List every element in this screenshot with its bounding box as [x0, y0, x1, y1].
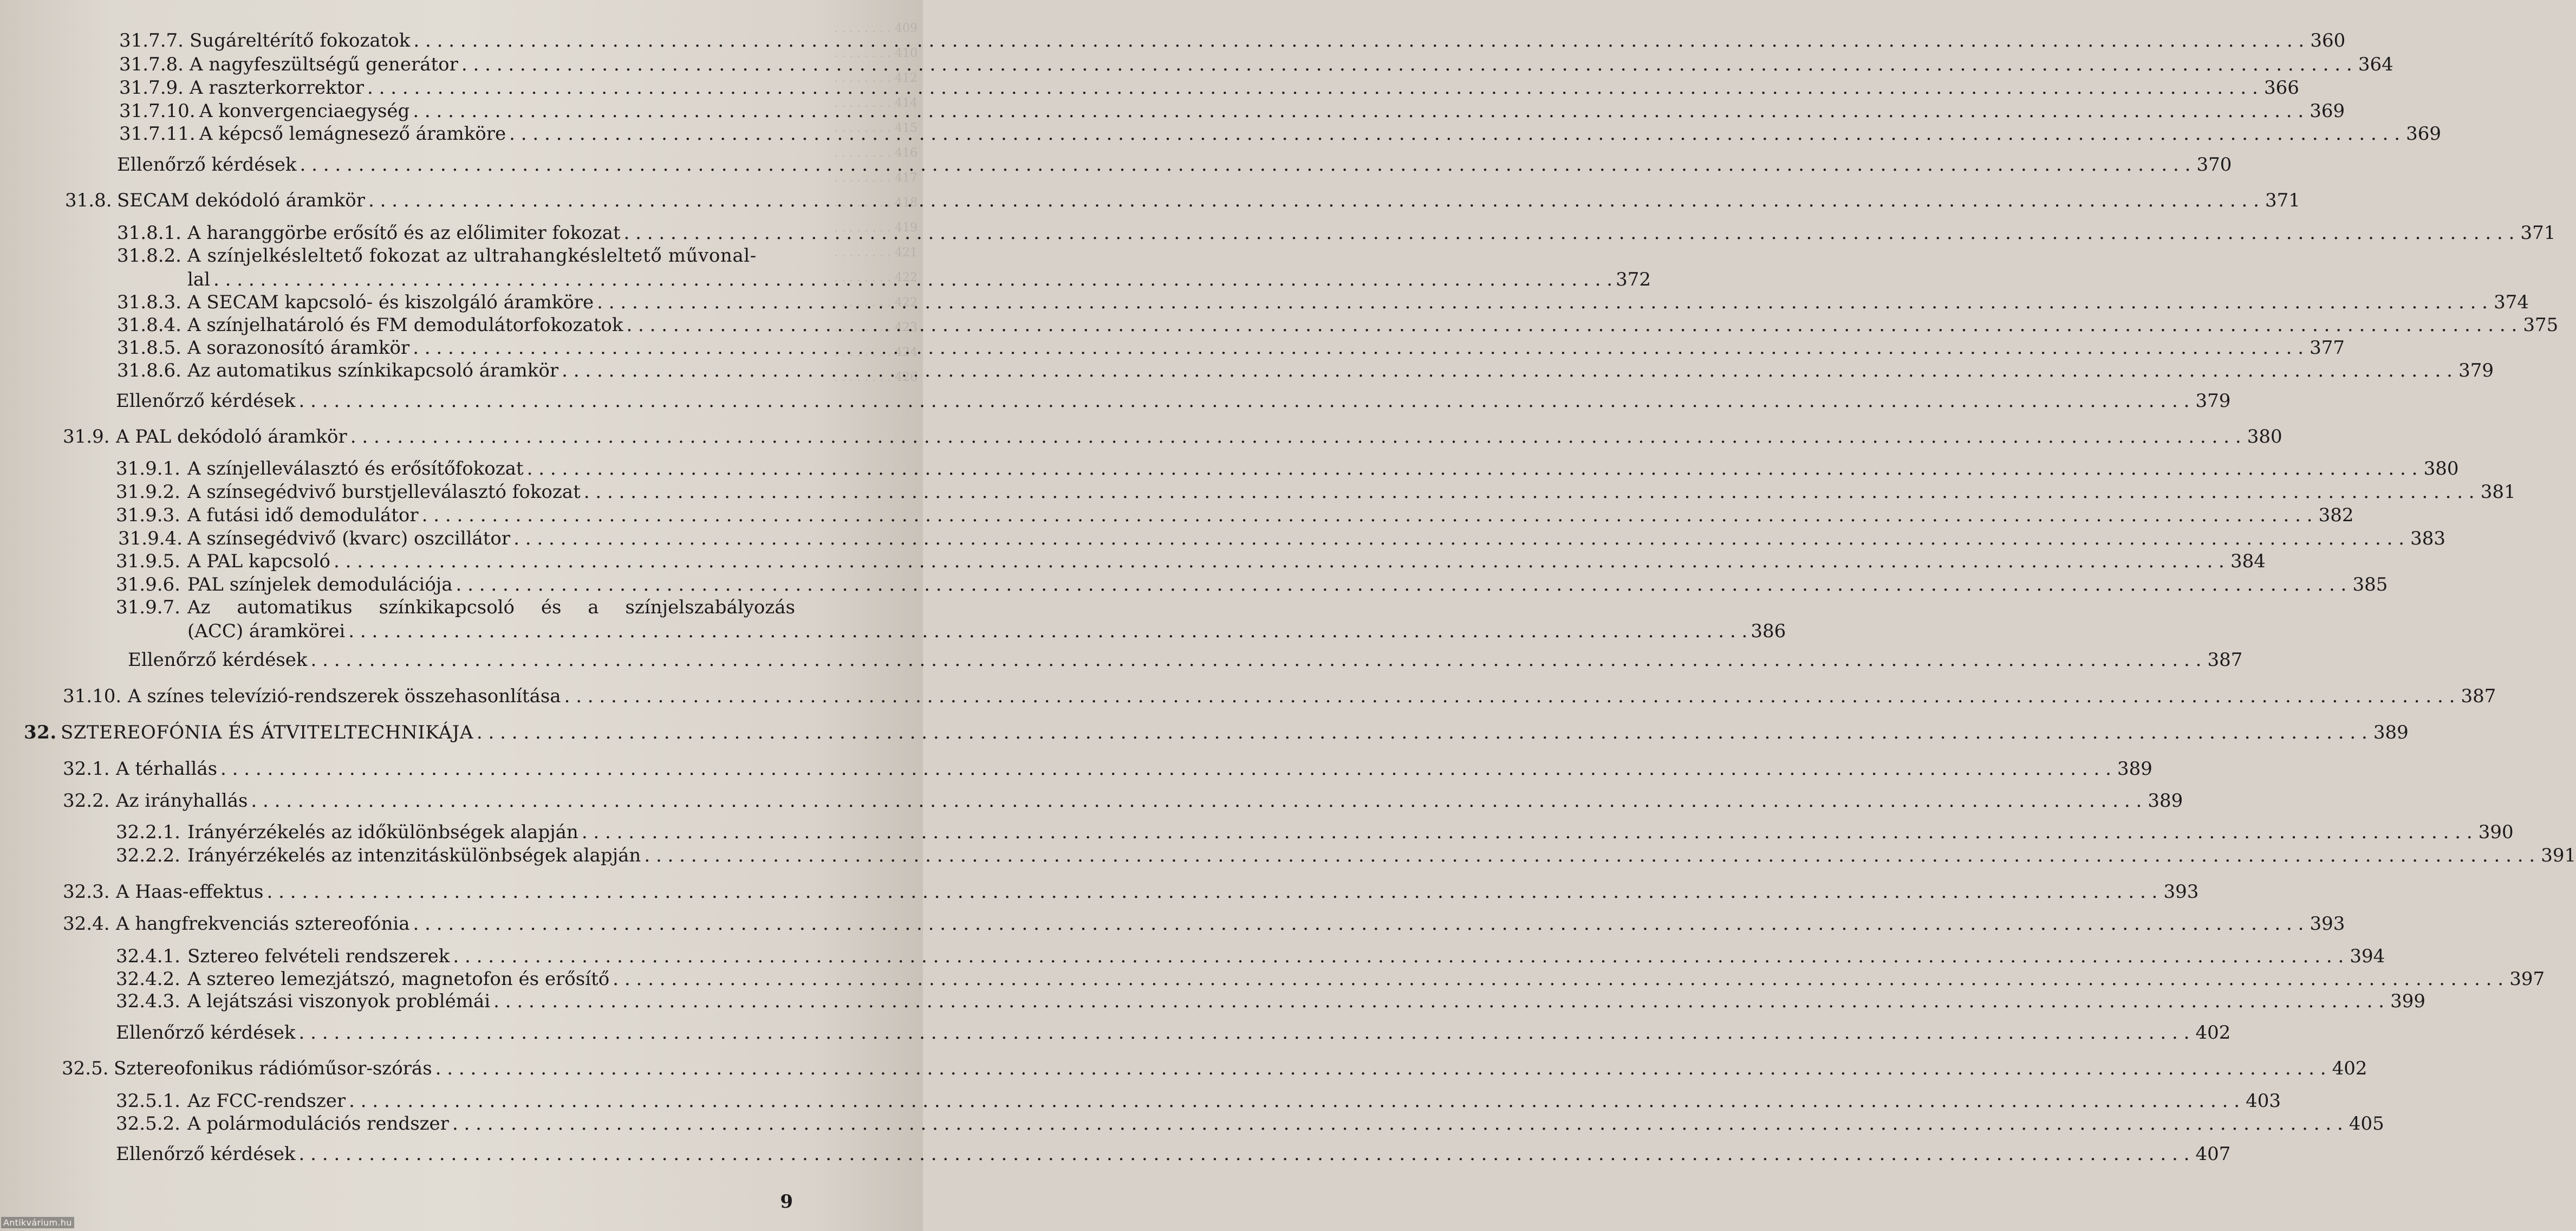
- dot-leader: [348, 619, 1747, 643]
- entry-number: 32.1.: [63, 758, 110, 780]
- dot-leader: [349, 1089, 2240, 1113]
- toc-entry: [117, 221, 2556, 245]
- toc-entry: [119, 53, 2393, 76]
- entry-title: Az automatikus színkikapcsoló áramkör: [187, 360, 559, 381]
- toc-entry: [116, 457, 2459, 481]
- entry-number: 32.5.: [62, 1058, 109, 1079]
- entry-page: 369: [2406, 123, 2442, 145]
- entry-number: 31.9.3.: [116, 504, 180, 526]
- entry-page: 403: [2246, 1090, 2281, 1112]
- entry-title: Sugáreltérítő fokozatok: [190, 30, 411, 51]
- dot-leader: [493, 989, 2384, 1013]
- dot-leader: [461, 53, 2352, 76]
- dot-leader: [220, 757, 2111, 781]
- entry-title: Ellenőrző kérdések: [116, 390, 296, 412]
- toc-entry: [116, 573, 2388, 597]
- entry-number: 31.8.2.: [117, 245, 181, 267]
- entry-page: 360: [2310, 30, 2346, 51]
- dot-leader: [251, 789, 2142, 813]
- toc-entry: [116, 389, 2231, 413]
- entry-page: 372: [1616, 269, 1651, 290]
- entry-page: 402: [2332, 1058, 2367, 1079]
- dot-leader: [367, 76, 2258, 100]
- toc-entry-wrapped: [116, 595, 1786, 643]
- entry-number: 31.7.10.: [119, 100, 196, 122]
- entry-number: 31.8.3.: [117, 291, 181, 313]
- entry-number: 31.7.7.: [119, 30, 184, 51]
- entry-page: 385: [2352, 574, 2388, 595]
- entry-page: 394: [2350, 945, 2385, 967]
- entry-page: 389: [2148, 790, 2183, 812]
- toc-entry: [63, 880, 2199, 904]
- dot-leader: [299, 389, 2190, 413]
- dot-leader: [452, 1112, 2343, 1136]
- toc-entry: [119, 122, 2442, 146]
- entry-number: 31.9.1.: [116, 458, 180, 480]
- entry-page: 383: [2410, 528, 2446, 549]
- toc-entry: [116, 503, 2354, 527]
- entry-page: 377: [2310, 337, 2345, 359]
- entry-page: 380: [2247, 426, 2282, 448]
- toc-entry: [119, 29, 2346, 53]
- toc-entry-wrapped: [117, 244, 1651, 291]
- title-word: automatikus: [237, 597, 353, 618]
- toc-entry: [119, 76, 2299, 100]
- entry-number: 31.9.5.: [116, 550, 180, 572]
- page-number: 9: [780, 1191, 793, 1213]
- entry-title: Az irányhallás: [116, 790, 248, 812]
- dot-leader: [413, 99, 2304, 123]
- toc-entry: [116, 480, 2516, 504]
- toc-entry: [116, 1112, 2384, 1136]
- dot-leader: [624, 221, 2515, 245]
- toc-entry: [116, 1089, 2281, 1113]
- toc-entry: [117, 359, 2494, 383]
- entry-title: A raszterkorrektor: [190, 77, 364, 99]
- entry-page: 371: [2265, 190, 2300, 211]
- title-word: és: [541, 597, 562, 618]
- entry-title: A futási idő demodulátor: [187, 504, 419, 526]
- toc-entry: [128, 648, 2243, 672]
- show-through-text: . . . . . . . . 409 . . . . . . . . 410 . . . . . . . . 412 . . . . . . . . 414 . . . . . . . . 415 . . . . . . . . 416 . . . . . . . . 417 . . . . . . . . 418 . . . . . . . . 419 . . . . . . . . 421 . . . . . . . . 422 . . . . . . . . 422 . . . . . . . . 423 . . . . . . . . 424 . . . . . . . . 426: [834, 22, 918, 384]
- entry-page: 386: [1751, 620, 1786, 642]
- entry-number: 31.9.: [63, 426, 110, 448]
- entry-title: Ellenőrző kérdések: [116, 1143, 296, 1165]
- toc-entry: [63, 684, 2496, 708]
- entry-page: 379: [2195, 390, 2231, 412]
- entry-number: 31.9.4.: [118, 528, 183, 549]
- dot-leader: [413, 912, 2304, 936]
- toc-entry: [117, 336, 2345, 360]
- dot-leader: [300, 153, 2191, 177]
- entry-number: 32.2.: [63, 790, 110, 812]
- entry-page: 369: [2310, 100, 2345, 122]
- entry-number: 31.10.: [63, 685, 122, 707]
- entry-title: A PAL kapcsoló: [187, 550, 330, 572]
- entry-title: A haranggörbe erősítő és az előlimiter fokozat: [187, 222, 621, 244]
- toc-entry: [116, 844, 2576, 867]
- toc-entry: [116, 1021, 2231, 1045]
- entry-page: 405: [2349, 1113, 2384, 1135]
- toc-entry: [117, 313, 2559, 337]
- dot-leader: [584, 480, 2475, 504]
- entry-page: 402: [2195, 1022, 2231, 1044]
- dot-leader: [299, 1142, 2190, 1166]
- entry-title: A színjelhatároló és FM demodulátorfokozatok: [187, 314, 623, 336]
- toc-entry: [116, 820, 2514, 844]
- toc-entry: [116, 989, 2425, 1013]
- entry-number: 32.4.3.: [116, 990, 180, 1012]
- entry-title: A színsegédvivő burstjelleválasztó fokozat: [187, 481, 581, 503]
- entry-number: 31.7.11.: [119, 123, 196, 145]
- title-word: Az: [187, 597, 211, 618]
- entry-title-line-1: A színjelkésleltető fokozat az ultrahangkésleltető művonal-: [187, 245, 757, 267]
- entry-number: 31.7.9.: [119, 77, 184, 99]
- dot-leader: [644, 844, 2535, 867]
- entry-page: 407: [2195, 1143, 2231, 1165]
- entry-title: A sztereo lemezjátszó, magnetofon és erősítő: [187, 968, 610, 990]
- entry-title: A lejátszási viszonyok problémái: [187, 990, 491, 1012]
- entry-title: A nagyfeszültségű generátor: [190, 54, 458, 75]
- entry-page: 382: [2318, 504, 2354, 526]
- entry-title: Sztereo felvételi rendszerek: [187, 945, 450, 967]
- entry-page: 366: [2263, 77, 2299, 99]
- entry-number: 31.8.5.: [117, 337, 181, 359]
- entry-number: 32.2.1.: [116, 821, 180, 843]
- entry-page: 379: [2458, 360, 2494, 381]
- entry-number: 31.8.1.: [117, 222, 181, 244]
- entry-number: 31.9.6.: [116, 574, 180, 595]
- dot-leader: [597, 290, 2488, 314]
- entry-title: Ellenőrző kérdések: [128, 649, 308, 671]
- dot-leader: [267, 880, 2158, 904]
- entry-title: SECAM dekódoló áramkör: [117, 190, 366, 211]
- entry-page: 399: [2390, 990, 2425, 1012]
- entry-page: 389: [2373, 722, 2409, 743]
- entry-page: 375: [2523, 314, 2559, 336]
- entry-title-line-2: (ACC) áramkörei: [187, 620, 346, 642]
- toc-entry: [116, 944, 2385, 968]
- toc-entry: [63, 425, 2282, 449]
- entry-title: Irányérzékelés az időkülönbségek alapján: [187, 821, 578, 843]
- entry-page: 381: [2480, 481, 2516, 503]
- dot-leader: [564, 684, 2455, 708]
- entry-number: 31.8.6.: [117, 360, 181, 381]
- entry-number: 32.4.2.: [116, 968, 180, 990]
- entry-title: Ellenőrző kérdések: [116, 1022, 296, 1044]
- entry-number: 31.9.7.: [116, 597, 180, 618]
- title-word: a: [588, 597, 599, 618]
- title-word: színjelszabályozás: [625, 597, 795, 618]
- dot-leader: [213, 268, 1612, 291]
- dot-leader: [626, 313, 2517, 337]
- entry-page: 393: [2163, 881, 2199, 903]
- toc-entry: [119, 99, 2345, 123]
- entry-number: 31.9.2.: [116, 481, 180, 503]
- toc-entry: [116, 1142, 2231, 1166]
- toc-entry: [65, 189, 2300, 212]
- dot-leader: [334, 549, 2224, 573]
- entry-title: A térhallás: [116, 758, 218, 780]
- entry-number: 32.4.: [63, 913, 110, 935]
- watermark: Antikvárium.hu: [1, 1217, 74, 1228]
- entry-title: A színes televízió-rendszerek összehasonlítása: [128, 685, 561, 707]
- dot-leader: [350, 425, 2241, 449]
- dot-leader: [368, 189, 2259, 212]
- entry-title: A konvergenciaegység: [199, 100, 410, 122]
- entry-title: A PAL dekódoló áramkör: [116, 426, 347, 448]
- entry-number: 32.2.2.: [116, 845, 180, 866]
- entry-title: A sorazonosító áramkör: [187, 337, 410, 359]
- dot-leader: [513, 527, 2404, 550]
- entry-page: 389: [2117, 758, 2152, 780]
- dot-leader: [413, 29, 2304, 53]
- dot-leader: [422, 503, 2313, 527]
- entry-title: A hangfrekvenciás sztereofónia: [116, 913, 410, 935]
- dot-leader: [435, 1057, 2326, 1080]
- chapter-number: 32.: [24, 722, 57, 743]
- entry-title: Sztereofonikus rádióműsor-szórás: [114, 1058, 432, 1079]
- dot-leader: [562, 359, 2453, 383]
- entry-number: 31.7.8.: [119, 54, 184, 75]
- entry-page: 391: [2541, 845, 2576, 866]
- toc-entry: [116, 549, 2266, 573]
- entry-title: A SECAM kapcsoló- és kiszolgáló áramköre: [187, 291, 594, 313]
- dot-leader: [311, 648, 2202, 672]
- entry-title: A polármodulációs rendszer: [187, 1113, 449, 1135]
- entry-number: 32.4.1.: [116, 945, 180, 967]
- entry-title: A Haas-effektus: [116, 881, 264, 903]
- entry-page: 390: [2478, 821, 2514, 843]
- toc-entry: [117, 290, 2529, 314]
- toc-entry: [116, 967, 2545, 991]
- dot-leader: [613, 967, 2503, 991]
- entry-page: 380: [2423, 458, 2459, 480]
- entry-title: Ellenőrző kérdések: [117, 154, 297, 176]
- dot-leader: [509, 122, 2400, 146]
- entry-page: 384: [2230, 550, 2266, 572]
- entry-title: Az FCC-rendszer: [187, 1090, 346, 1112]
- chapter-title: SZTEREOFÓNIA ÉS ÁTVITELTECHNIKÁJA: [61, 722, 473, 743]
- dot-leader: [477, 721, 2367, 744]
- entry-number: 31.8.: [65, 190, 112, 211]
- toc-entry: [63, 912, 2345, 936]
- entry-title: PAL színjelek demodulációja: [187, 574, 453, 595]
- entry-title: A képcső lemágnesező áramköre: [199, 123, 506, 145]
- entry-title: A színjelleválasztó és erősítőfokozat: [187, 458, 524, 480]
- entry-page: 370: [2196, 154, 2232, 176]
- entry-page: 397: [2509, 968, 2545, 990]
- toc-chapter-entry: [24, 721, 2409, 744]
- entry-number: 31.8.4.: [117, 314, 181, 336]
- dot-leader: [453, 944, 2344, 968]
- title-word: színkikapcsoló: [379, 597, 515, 618]
- toc-entry: [117, 153, 2232, 177]
- entry-page: 374: [2494, 291, 2529, 313]
- toc-entry: [63, 789, 2183, 813]
- entry-page: 371: [2520, 222, 2556, 244]
- dot-leader: [582, 820, 2473, 844]
- entry-number: 32.5.2.: [116, 1113, 180, 1135]
- entry-number: 32.5.1.: [116, 1090, 180, 1112]
- entry-page: 364: [2358, 54, 2393, 75]
- entry-title: Irányérzékelés az intenzitáskülönbségek alapján: [187, 845, 641, 866]
- toc-entry: [63, 757, 2152, 781]
- entry-page: 387: [2207, 649, 2243, 671]
- toc-entry: [118, 527, 2446, 550]
- dot-leader: [527, 457, 2418, 481]
- toc-entry: [62, 1057, 2367, 1080]
- dot-leader: [456, 573, 2347, 597]
- entry-title-line-2: lal: [187, 269, 211, 290]
- dot-leader: [413, 336, 2304, 360]
- entry-title-line-1: [187, 595, 795, 619]
- entry-number: 32.3.: [63, 881, 110, 903]
- entry-title: A színsegédvivő (kvarc) oszcillátor: [187, 528, 511, 549]
- entry-page: 387: [2461, 685, 2496, 707]
- entry-page: 393: [2310, 913, 2345, 935]
- dot-leader: [299, 1021, 2190, 1045]
